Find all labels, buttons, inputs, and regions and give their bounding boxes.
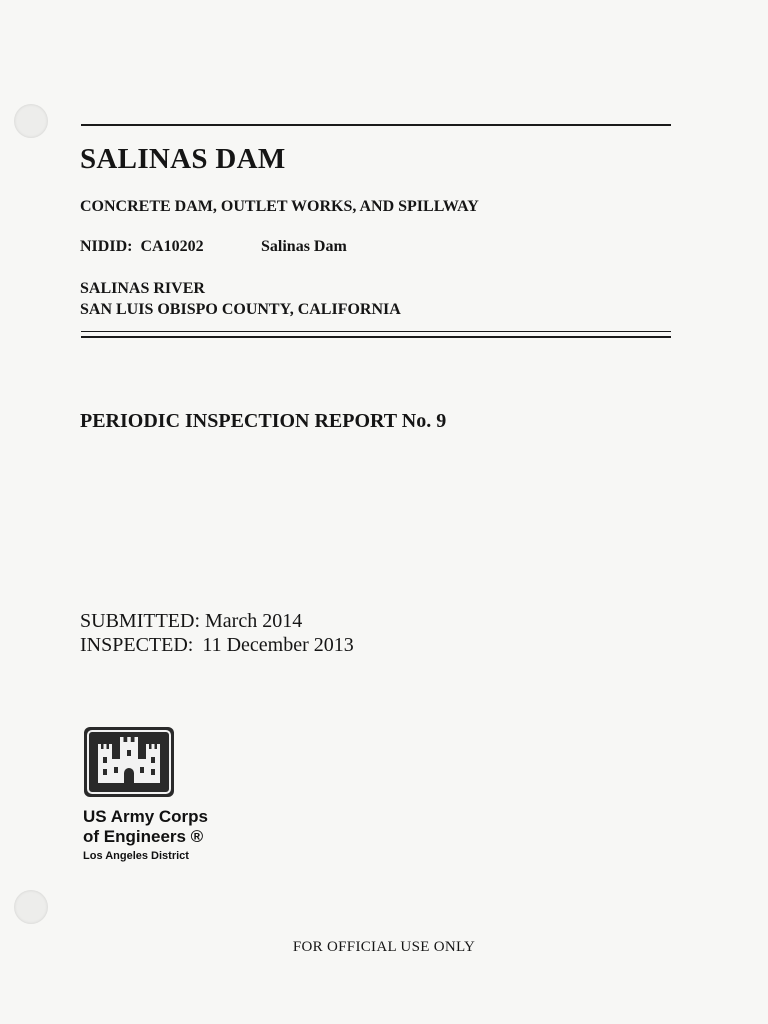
punch-hole [14, 890, 48, 924]
dam-subtitle: CONCRETE DAM, OUTLET WORKS, AND SPILLWAY [80, 198, 479, 215]
classification-footer: FOR OFFICIAL USE ONLY [292, 939, 476, 955]
submitted-line [80, 610, 302, 633]
double-rule-bottom [81, 336, 671, 338]
castle-icon [84, 727, 174, 797]
double-rule-top [81, 331, 671, 332]
org-name-line1: US Army Corps [83, 807, 209, 826]
nidid-line [80, 238, 347, 256]
river-name: SALINAS RIVER [80, 280, 205, 297]
report-title: PERIODIC INSPECTION REPORT No. 9 [80, 410, 447, 432]
org-district: Los Angeles District [83, 850, 189, 862]
top-rule [81, 124, 671, 126]
inspected-line [80, 634, 354, 657]
submitted-value: March 2014 [205, 610, 303, 632]
nidid-label: NIDID: [80, 238, 133, 255]
nidid-value: CA10202 [140, 238, 204, 255]
dam-title: SALINAS DAM [80, 143, 286, 175]
punch-hole [14, 104, 48, 138]
submitted-label: SUBMITTED: [80, 610, 200, 632]
inspected-value: 11 December 2013 [202, 634, 354, 656]
inspected-label: INSPECTED: [80, 634, 194, 656]
dam-name: Salinas Dam [261, 238, 347, 255]
org-name-line2: of Engineers ® [83, 827, 204, 846]
county-name: SAN LUIS OBISPO COUNTY, CALIFORNIA [80, 301, 401, 318]
